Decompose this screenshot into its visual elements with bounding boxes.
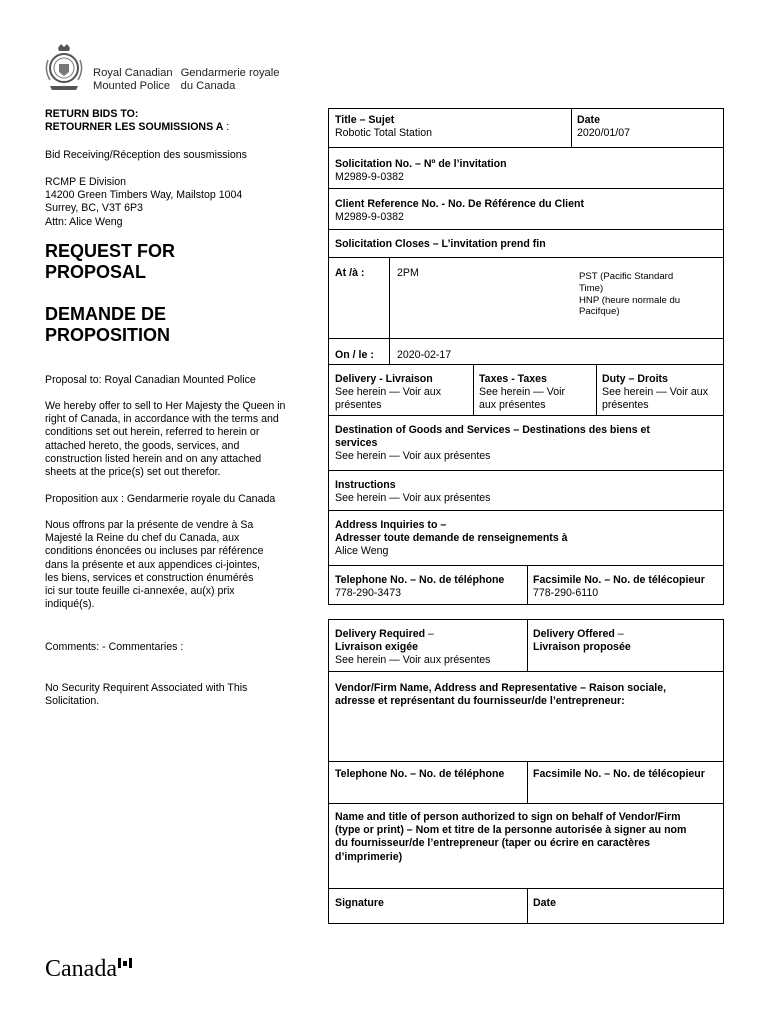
solicitation-no-value: M2989-9-0382 [335,171,404,184]
title-cell [329,109,573,140]
taxes-label: Taxes - Taxes [479,373,547,385]
security-line: Solicitation. [45,695,100,708]
divider [389,257,390,364]
delivery-offered-dash: – [614,628,624,640]
taxes-cell [473,368,597,413]
vendor-phone-label: Telephone No. – No. de téléphone [335,768,505,780]
offer-line: We hereby offer to sell to Her Majesty the Queen in [45,400,286,412]
org-name-fr-line2: du Canada [180,79,236,92]
client-ref-cell [329,193,723,224]
address-line: 14200 Green Timbers Way, Mailstop 1004 [45,189,243,202]
phone-value: 778-290-3473 [335,587,401,600]
duty-value: présentes [602,399,649,412]
timezone-line: PST (Pacific Standard [579,271,674,282]
return-bids-block [45,108,315,134]
vendor-fax-label: Facsimile No. – No. de télécopieur [533,768,705,780]
offer-line: indiqué(s). [45,598,95,611]
delivery-offered-label: Delivery Offered [533,628,615,640]
fax-cell [527,569,723,600]
divider [329,415,723,416]
divider [329,510,723,511]
authorized-person-label: (type or print) – Nom et titre de la personne autorisée à signer au nom [335,824,687,837]
delivery-label: Delivery - Livraison [335,373,433,385]
security-note [45,682,315,708]
divider [329,671,723,672]
delivery-required-dash: – [425,628,434,640]
org-name-en-line2: Mounted Police [93,79,171,92]
canada-flag-icon [118,958,132,968]
address-inquiries-value: Alice Weng [335,545,389,558]
org-name-fr-line1: Gendarmerie royale [180,67,280,79]
signature-date-label: Date [533,897,556,909]
destination-value: See herein — Voir aux présentes [335,450,491,463]
rfp-title-en-line1: REQUEST FOR [45,241,176,261]
rfp-title-fr-line1: DEMANDE DE [45,304,167,324]
rfp-title-en [45,241,315,283]
signature-label: Signature [335,897,384,909]
proposal-to-en: Proposal to: Royal Canadian Mounted Police [45,374,256,386]
client-ref-label: Client Reference No. - No. De Référence du Client [335,198,585,210]
closes-cell [329,233,723,251]
duty-cell [596,368,723,413]
rfp-title-en-line2: PROPOSAL [45,262,147,282]
return-bids-fr: RETOURNER LES SOUMISSIONS A [45,121,224,134]
vendor-fax-cell[interactable] [527,763,723,781]
return-bids-en: RETURN BIDS TO: [45,108,139,120]
duty-label: Duty – Droits [602,373,668,385]
closes-label: Solicitation Closes – L’invitation prend fin [335,238,546,250]
destination-cell [329,419,723,464]
at-value-cell [391,262,511,280]
offer-text-fr [45,519,315,611]
vendor-name-label: adresse et représentant du fournisseur/de l’entrepreneur: [335,695,625,708]
timezone-cell [579,271,719,318]
offer-line: les biens, services et construction énumérés [45,571,254,584]
address-line: Surrey, BC, V3T 6P3 [45,202,143,215]
fax-value: 778-290-6110 [533,587,599,600]
comments-label: Comments: - Commentaries : [45,641,184,653]
address-line: RCMP E Division [45,176,127,188]
timezone-line: Pacifque) [579,306,620,318]
delivery-required-label-fr: Livraison exigée [335,641,419,654]
vendor-name-cell[interactable] [329,677,723,708]
delivery-offered-cell [527,623,723,654]
delivery-required-value: See herein — Voir aux présentes [335,654,491,667]
bid-receiving: Bid Receiving/Réception des sousmissions [45,149,247,161]
return-bids-fr-colon: : [223,121,230,134]
delivery-required-cell [329,623,528,668]
date-label: Date [577,114,600,126]
divider [329,338,723,339]
on-value: 2020-02-17 [397,349,452,361]
divider [329,761,723,762]
duty-value: See herein — Voir aux [602,386,708,399]
date-value: 2020/01/07 [577,127,631,140]
at-label: At /à : [335,267,365,279]
authorized-person-label: d’imprimerie) [335,850,403,863]
address-inquiries-cell [329,514,723,559]
rcmp-name [93,67,279,92]
instructions-cell [329,474,723,505]
delivery-cell [329,368,473,413]
canada-wordmark-text: Canada [45,956,117,982]
address-inquiries-label: Address Inquiries to – [335,519,447,531]
authorized-person-cell[interactable] [329,806,723,864]
instructions-label: Instructions [335,479,396,491]
phone-label: Telephone No. – No. de téléphone [335,574,505,586]
title-label: Title – Sujet [335,114,395,126]
divider [329,803,723,804]
delivery-required-label: Delivery Required [335,628,426,640]
taxes-value: See herein — Voir [479,386,565,399]
org-name-en-line1: Royal Canadian [93,67,173,79]
rfp-title-fr [45,304,315,346]
timezone-line: HNP (heure normale du [579,294,681,306]
date-cell [571,109,721,140]
solicitation-no-label: Solicitation No. – Nº de l’invitation [335,158,507,170]
on-label: On / le : [335,349,374,361]
divider [329,565,723,566]
destination-label: Destination of Goods and Services – Destinations des biens et [335,424,650,436]
delivery-value: See herein — Voir aux [335,386,441,399]
divider [329,470,723,471]
offer-line: Majesté la Reine du chef du Canada, aux [45,532,240,545]
offer-line: dans la présente et aux appendices ci-jointes, [45,558,260,571]
offer-line: attached hereto, the goods, services, and [45,439,240,452]
return-address [45,176,315,229]
solicitation-no-cell [329,153,723,184]
offer-line: sheets at the price(s) set out therefor. [45,466,221,479]
divider [329,364,723,365]
at-label-cell [329,262,389,280]
offer-line: conditions énoncées ou incluses par référence [45,545,264,558]
on-value-cell [391,344,511,362]
rcmp-crest-logo [44,42,84,92]
offer-line: conditions set out herein, referred to herein or [45,426,260,439]
phone-cell [329,569,528,600]
on-label-cell [329,344,389,362]
security-line: No Security Requirent Associated with This [45,682,248,694]
proposal-to-fr: Proposition aux : Gendarmerie royale du Canada [45,493,276,505]
vendor-form [328,619,724,924]
fax-label: Facsimile No. – No. de télécopieur [533,574,705,586]
divider [329,888,723,889]
vendor-name-label: Vendor/Firm Name, Address and Representative – Raison sociale, [335,682,667,694]
address-inquiries-label: Adresser toute demande de renseignements à [335,532,568,545]
address-line: Attn: Alice Weng [45,215,123,228]
divider [329,188,723,189]
client-ref-value: M2989-9-0382 [335,211,404,224]
offer-line: ici sur toute feuille ci-annexée, au(x) prix [45,585,235,598]
timezone-line: Time) [579,282,604,294]
authorized-person-label: Name and title of person authorized to sign on behalf of Vendor/Firm [335,811,681,823]
signature-date-cell[interactable] [527,892,723,910]
title-value: Robotic Total Station [335,127,432,140]
at-value: 2PM [397,267,419,279]
delivery-value: présentes [335,399,382,412]
destination-label: services [335,437,378,450]
divider [329,147,723,148]
divider [329,229,723,230]
delivery-offered-label-fr: Livraison proposée [533,641,631,654]
vendor-phone-cell[interactable] [329,763,528,781]
canada-wordmark [45,954,132,984]
taxes-value: aux présentes [479,399,546,412]
offer-line: construction listed herein and on any attached [45,452,262,465]
offer-text-en [45,400,315,479]
rfp-title-fr-line2: PROPOSITION [45,325,171,345]
solicitation-form [328,108,724,605]
offer-line: right of Canada, in accordance with the terms and [45,413,279,426]
authorized-person-label: du fournisseur/de l’entrepreneur (taper ou écrire en caractères [335,837,650,850]
signature-cell[interactable] [329,892,528,910]
instructions-value: See herein — Voir aux présentes [335,492,491,505]
offer-line: Nous offrons par la présente de vendre à Sa [45,519,254,531]
